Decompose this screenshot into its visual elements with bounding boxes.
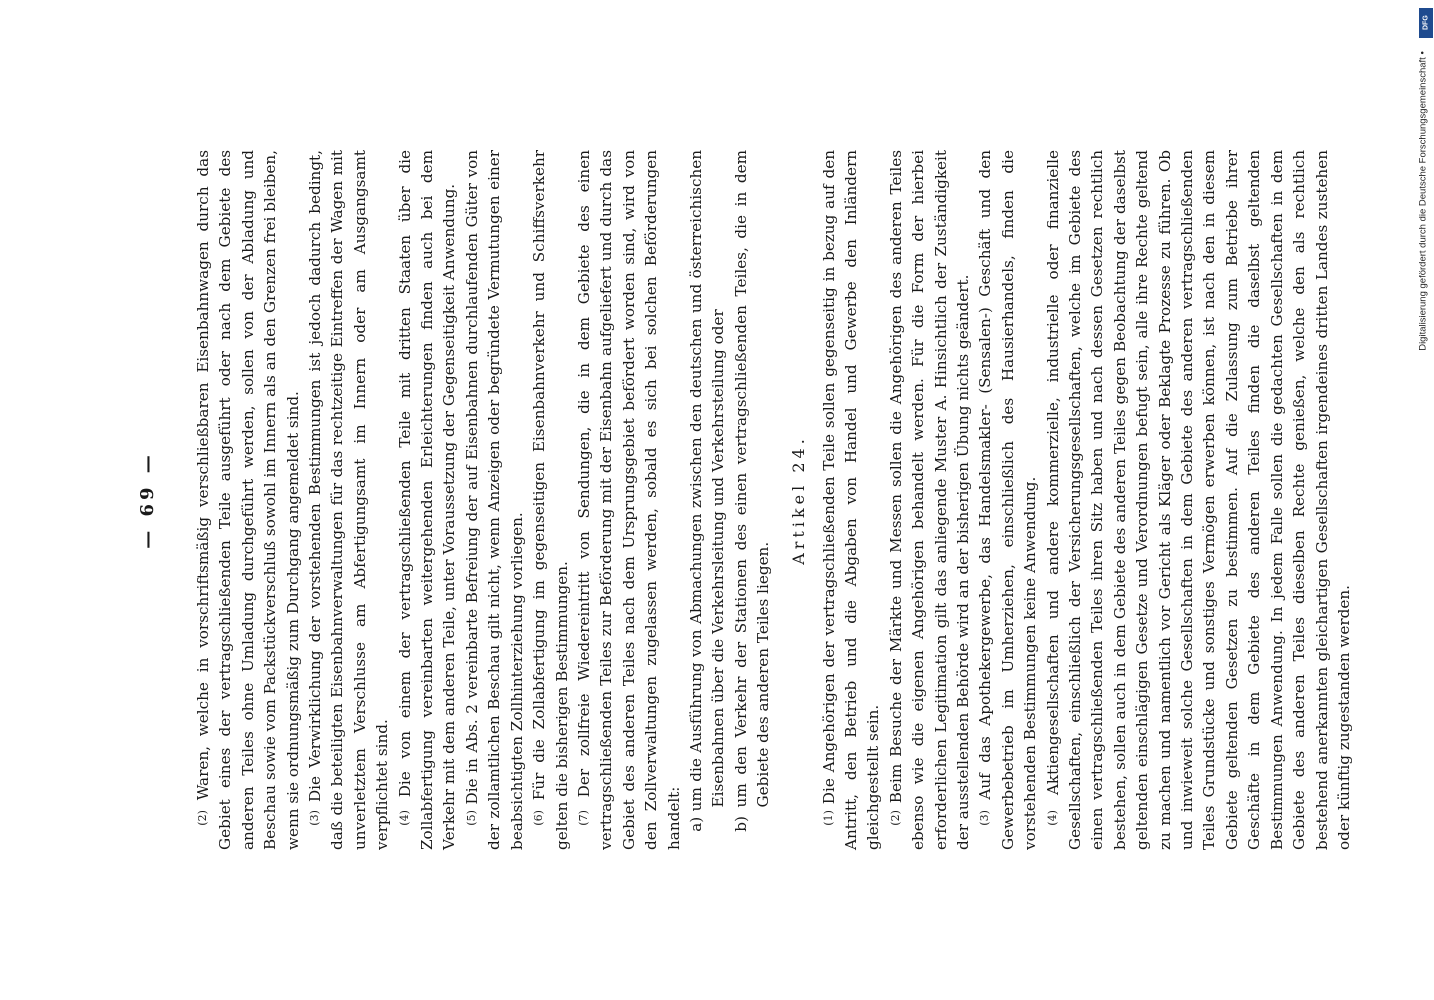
paragraphs-bottom bbox=[818, 150, 1356, 850]
paragraph bbox=[528, 150, 573, 850]
list-marker: a) bbox=[686, 816, 705, 832]
article-heading: Artikel 24. bbox=[788, 435, 808, 565]
paragraph-number: (7) bbox=[576, 810, 590, 826]
paragraph-number: (1) bbox=[821, 810, 835, 826]
list-item bbox=[730, 150, 775, 850]
paragraph-number: (2) bbox=[196, 810, 209, 826]
dfg-logo-icon: DFG bbox=[1419, 8, 1433, 38]
paragraph-number: (6) bbox=[532, 810, 546, 826]
paragraph-number: (5) bbox=[464, 810, 478, 826]
paragraph-text: Waren, welche in vorschriftsmäßig verschließbaren Eisenbahnwagen durch das Gebiet eines der vertragschließenden Teile ausgeführt oder nach dem Gebiete des anderen Teiles ohne Umladung durchgeführt werden, sollen von der Abladung und Beschau sowie vom Packstückverschluß sowohl im Innern als an den Grenzen frei bleiben, wenn sie ordnungsmäßig zum Durchgang angemeldet sind. bbox=[194, 149, 302, 850]
document-page bbox=[97, 90, 1353, 910]
list-item bbox=[685, 150, 730, 850]
paragraph-text: Die in Abs. 2 vereinbarte Befreiung der auf Eisenbahnen durchlaufenden Güter von der zollamtlichen Beschau gilt nicht, wenn Anzeigen oder begründete Vermutungen einer beabsichtigten Zollhinterziehung vorliegen. bbox=[462, 149, 526, 850]
page-number: — 69 — bbox=[137, 451, 158, 549]
paragraph-number: (4) bbox=[1045, 810, 1059, 826]
paragraph-text: Aktiengesellschaften und andere kommerzielle, industrielle oder finanzielle Gesellschaften, einschließlich der Versicherungsgesellschaften, welche im Gebiete des einen vertragschließenden Teiles ihren Sitz haben und nach dessen Gesetzen rechtlich bestehen, sollen auch in dem Gebiete des anderen Teiles gegen Beobachtung der daselbst geltenden einschlägigen Gesetze und Verordnungen befugt sein, alle ihre Rechte geltend zu machen und namentlich vor Gericht als Kläger oder Beklagte Prozesse zu führen. Ob und inwieweit solche Gesellschaften in dem Gebiete des anderen vertragschließenden Teiles Grundstücke und sonstiges Vermögen erwerben können, ist nach den in diesem Gebiete geltenden Gesetzen zu bestimmen. Auf die Zulassung zum Betriebe ihrer Geschäfte in dem Gebiete des anderen Teiles finden die daselbst geltenden Bestimmungen Anwendung. In jedem Falle sollen die gedachten Gesellschaften in dem Gebiete des anderen Teiles dieselben Rechte genießen, welche den als rechtlich bestehend anerkannten gleichartigen Gesellschaften irgendeines dritten Landes zustehen oder künftig zugestanden werden. bbox=[1043, 150, 1353, 850]
paragraph bbox=[1042, 150, 1356, 850]
paragraph bbox=[192, 150, 304, 850]
paragraph-text: Der zollfreie Wiedereintritt von Sendungen, die in dem Gebiete des einen vertragschließenden Teiles zur Beförderung mit der Eisenbahn aufgeliefert und durch das Gebiet des anderen Teiles nach dem Ursprungsgebiet befördert worden sind, wird von den Zollverwaltungen zugelassen werden, sobald es sich bei solchen Beförderungen handelt: bbox=[574, 150, 683, 850]
paragraph-number: (3) bbox=[978, 810, 992, 826]
paragraph-text: Für die Zollabfertigung im gegenseitigen Eisenbahnverkehr und Schiffsverkehr gelten die bisherigen Bestimmungen. bbox=[530, 150, 571, 850]
list-item-text: um den Verkehr der Stationen des einen vertragschließenden Teiles, die in dem Gebiete des anderen Teiles liegen. bbox=[731, 149, 773, 808]
paragraph-text: Die von einem der vertragschließenden Teile mit dritten Staaten über die Zollabfertigung vereinbarten weitergehenden Erleichterungen finden auch bei dem Verkehr mit dem anderen Teile, unter Voraussetzung der Gegenseitigkeit Anwendung. bbox=[395, 149, 459, 850]
paragraph-text: Beim Besuche der Märkte und Messen sollen die Angehörigen des anderen Teiles ebenso wie die eigenen Angehörigen behandelt werden. Für die Form der hierbei erforderlichen Legitimation gilt das anliegende Muster A. Hinsichtlich der Zuständigkeit der ausstellenden Behörde wird an der bisherigen Übung nichts geändert. bbox=[886, 150, 972, 850]
paragraph bbox=[394, 150, 461, 850]
paragraph bbox=[573, 150, 685, 850]
paragraphs-top bbox=[192, 150, 685, 850]
paragraph bbox=[885, 150, 975, 850]
paragraph bbox=[304, 150, 394, 850]
paragraph-text: Die Verwirklichung der vorstehenden Bestimmungen ist jedoch dadurch bedingt, daß die beteiligten Eisenbahnverwaltungen für das rechtzeitige Eintreffen der Wagen mit unverletztem Verschlusse am Abfertigungsamt im Innern oder am Ausgangsamt verpflichtet sind. bbox=[306, 150, 392, 850]
paragraph-number: (2) bbox=[888, 810, 902, 826]
paragraph bbox=[461, 150, 528, 850]
paragraph-number: (3) bbox=[308, 810, 322, 826]
enumeration-list bbox=[685, 150, 775, 850]
paragraph bbox=[974, 150, 1041, 850]
sidebar-credit bbox=[1412, 8, 1434, 394]
paragraph bbox=[818, 150, 885, 850]
paragraph-text: Auf das Apothekergewerbe, das Handelsmakler- (Sensalen-) Geschäft und den Gewerbebetrieb im Umherziehen, einschließlich des Hausierhandels, finden die vorstehenden Bestimmungen keine Anwendung. bbox=[976, 150, 1040, 850]
list-item-text: um die Ausführung von Abmachungen zwischen den deutschen und österreichischen Eisenbahnen über die Verkehrsleitung und Verkehrsteilung oder bbox=[686, 150, 728, 812]
paragraph-number: (4) bbox=[397, 810, 411, 826]
paragraph-text: Die Angehörigen der vertragschließenden Teile sollen gegenseitig in bezug auf den Antritt, den Betrieb und die Abgaben von Handel und Gewerbe den Inländern gleichgestellt sein. bbox=[819, 150, 883, 850]
list-marker: b) bbox=[731, 816, 750, 832]
credit-text: Digitalisierung gefördert durch die Deutsche Forschungsgemeinschaft • bbox=[1417, 51, 1429, 351]
